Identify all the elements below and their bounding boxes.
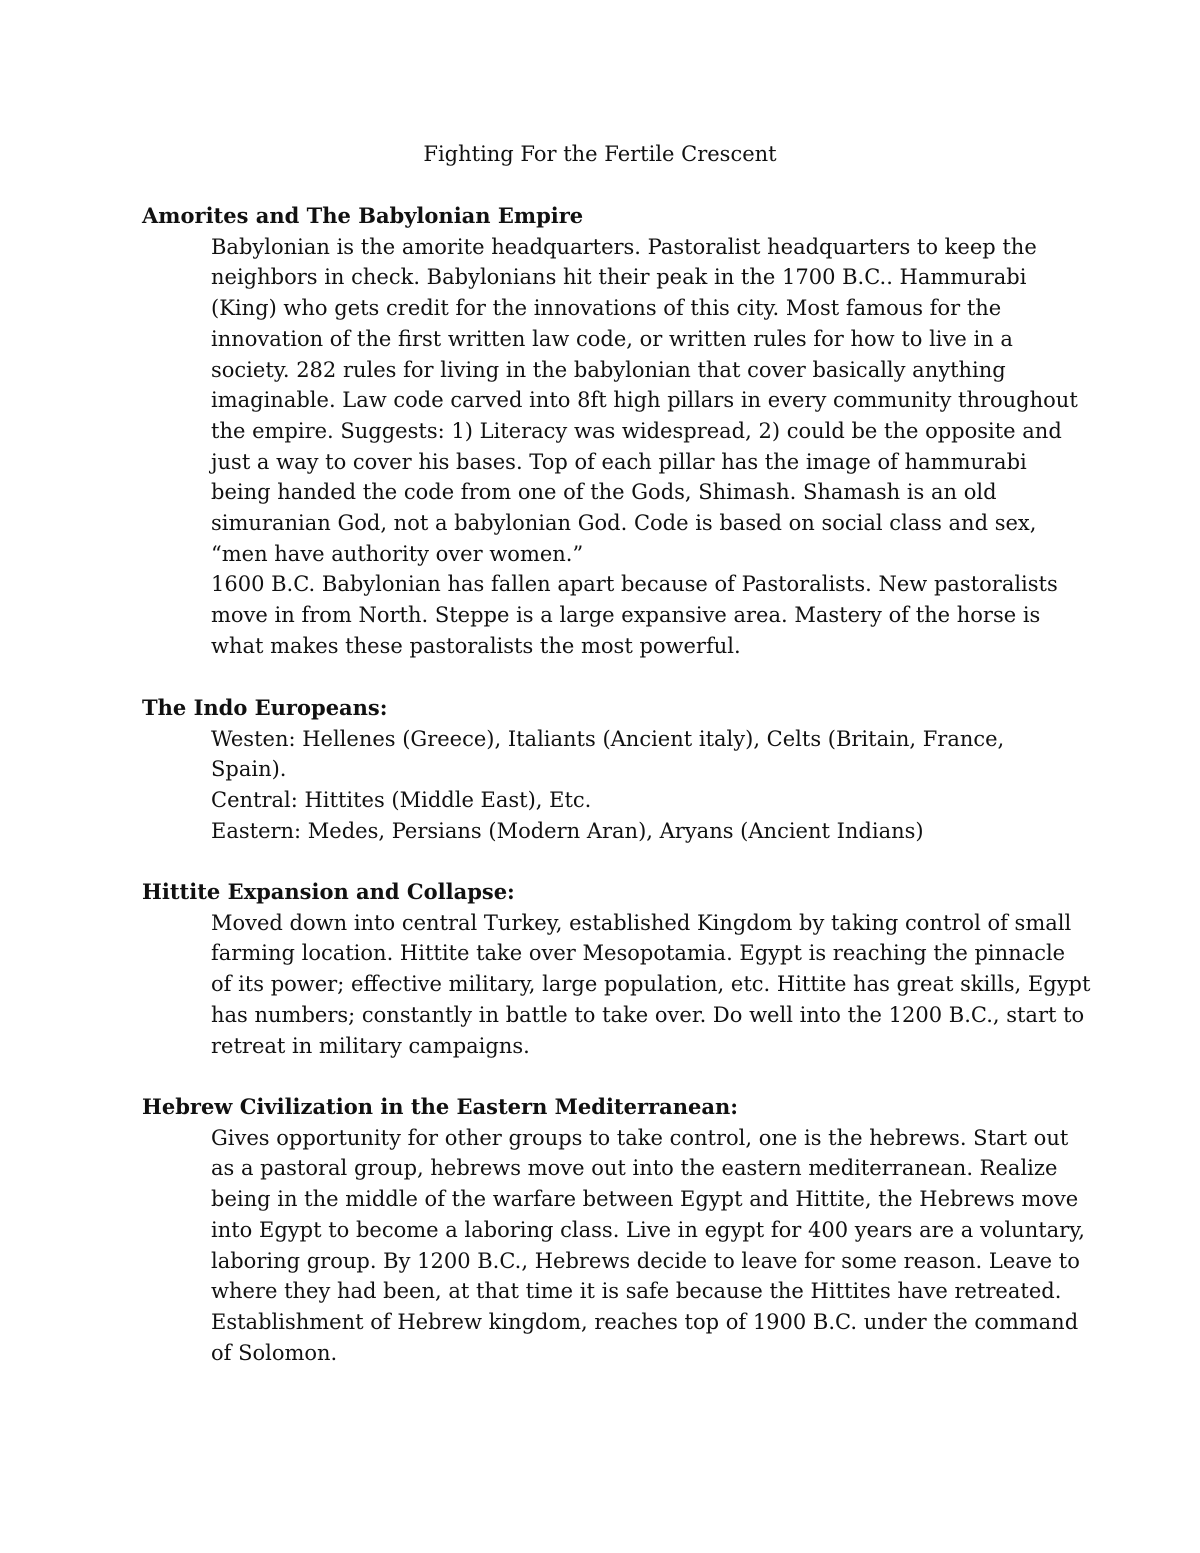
text-line: simuranian God, not a babylonian God. Code is based on social class and sex, bbox=[211, 511, 1037, 536]
text-line: Spain). bbox=[211, 757, 287, 782]
section-body bbox=[211, 724, 1072, 847]
section-body bbox=[211, 232, 1078, 662]
section-hittite-expansion-collapse bbox=[142, 877, 1091, 1061]
text-line: neighbors in check. Babylonians hit their peak in the 1700 B.C.. Hammurabi bbox=[211, 265, 1027, 290]
section-amorites-babylonian-empire bbox=[142, 201, 1078, 662]
paragraph bbox=[211, 1123, 1085, 1369]
text-line: Gives opportunity for other groups to take control, one is the hebrews. Start out bbox=[211, 1125, 1069, 1150]
text-line: Establishment of Hebrew kingdom, reaches top of 1900 B.C. under the command bbox=[211, 1309, 1079, 1334]
section-body bbox=[211, 1123, 1085, 1369]
section-body bbox=[211, 908, 1091, 1062]
section-indo-europeans bbox=[142, 693, 1072, 847]
section-hebrew-civilization bbox=[142, 1092, 1085, 1368]
section-heading: Hebrew Civilization in the Eastern Mediterranean: bbox=[142, 1094, 738, 1119]
text-line: has numbers; constantly in battle to take over. Do well into the 1200 B.C., start to bbox=[211, 1002, 1085, 1027]
text-line: of Solomon. bbox=[211, 1340, 338, 1365]
text-line: as a pastoral group, hebrews move out into the eastern mediterranean. Realize bbox=[211, 1156, 1058, 1181]
section-heading: Amorites and The Babylonian Empire bbox=[142, 203, 584, 228]
text-line: imaginable. Law code carved into 8ft high pillars in every community throughout bbox=[211, 388, 1078, 413]
text-line: move in from North. Steppe is a large expansive area. Mastery of the horse is bbox=[211, 603, 1041, 628]
text-line: of its power; effective military, large population, etc. Hittite has great skills, Egypt bbox=[211, 972, 1091, 997]
text-line: “men have authority over women.” bbox=[211, 541, 584, 566]
text-line: where they had been, at that time it is safe because the Hittites have retreated. bbox=[211, 1279, 1062, 1304]
section-heading: Hittite Expansion and Collapse: bbox=[142, 879, 515, 904]
paragraph bbox=[211, 816, 1072, 847]
text-line: Eastern: Medes, Persians (Modern Aran), Aryans (Ancient Indians) bbox=[211, 818, 924, 843]
text-line: Westen: Hellenes (Greece), Italiants (Ancient italy), Celts (Britain, France, bbox=[211, 726, 1005, 751]
text-line: laboring group. By 1200 B.C., Hebrews decide to leave for some reason. Leave to bbox=[211, 1248, 1080, 1273]
section-heading: The Indo Europeans: bbox=[142, 695, 388, 720]
paragraph bbox=[211, 724, 1072, 785]
text-line: innovation of the first written law code, or written rules for how to live in a bbox=[211, 326, 1013, 351]
paragraph bbox=[211, 569, 1072, 661]
text-line: what makes these pastoralists the most powerful. bbox=[211, 633, 741, 658]
paragraph bbox=[211, 908, 1091, 1062]
paragraph bbox=[211, 785, 1072, 816]
text-line: just a way to cover his bases. Top of each pillar has the image of hammurabi bbox=[211, 449, 1027, 474]
text-line: 1600 B.C. Babylonian has fallen apart because of Pastoralists. New pastoralists bbox=[211, 572, 1058, 597]
text-line: into Egypt to become a laboring class. Live in egypt for 400 years are a voluntary, bbox=[211, 1217, 1085, 1242]
text-line: farming location. Hittite take over Mesopotamia. Egypt is reaching the pinnacle bbox=[211, 941, 1066, 966]
text-line: being handed the code from one of the Gods, Shimash. Shamash is an old bbox=[211, 480, 997, 505]
text-line: retreat in military campaigns. bbox=[211, 1033, 530, 1058]
paragraph bbox=[211, 232, 1078, 570]
text-line: the empire. Suggests: 1) Literacy was widespread, 2) could be the opposite and bbox=[211, 418, 1062, 443]
text-line: society. 282 rules for living in the babylonian that cover basically anything bbox=[211, 357, 1006, 382]
text-line: Central: Hittites (Middle East), Etc. bbox=[211, 788, 592, 813]
text-line: being in the middle of the warfare between Egypt and Hittite, the Hebrews move bbox=[211, 1187, 1079, 1212]
document-title: Fighting For the Fertile Crescent bbox=[423, 142, 777, 166]
text-line: Moved down into central Turkey, established Kingdom by taking control of small bbox=[211, 910, 1072, 935]
text-line: (King) who gets credit for the innovations of this city. Most famous for the bbox=[211, 296, 1002, 321]
text-line: Babylonian is the amorite headquarters. Pastoralist headquarters to keep the bbox=[211, 234, 1037, 259]
